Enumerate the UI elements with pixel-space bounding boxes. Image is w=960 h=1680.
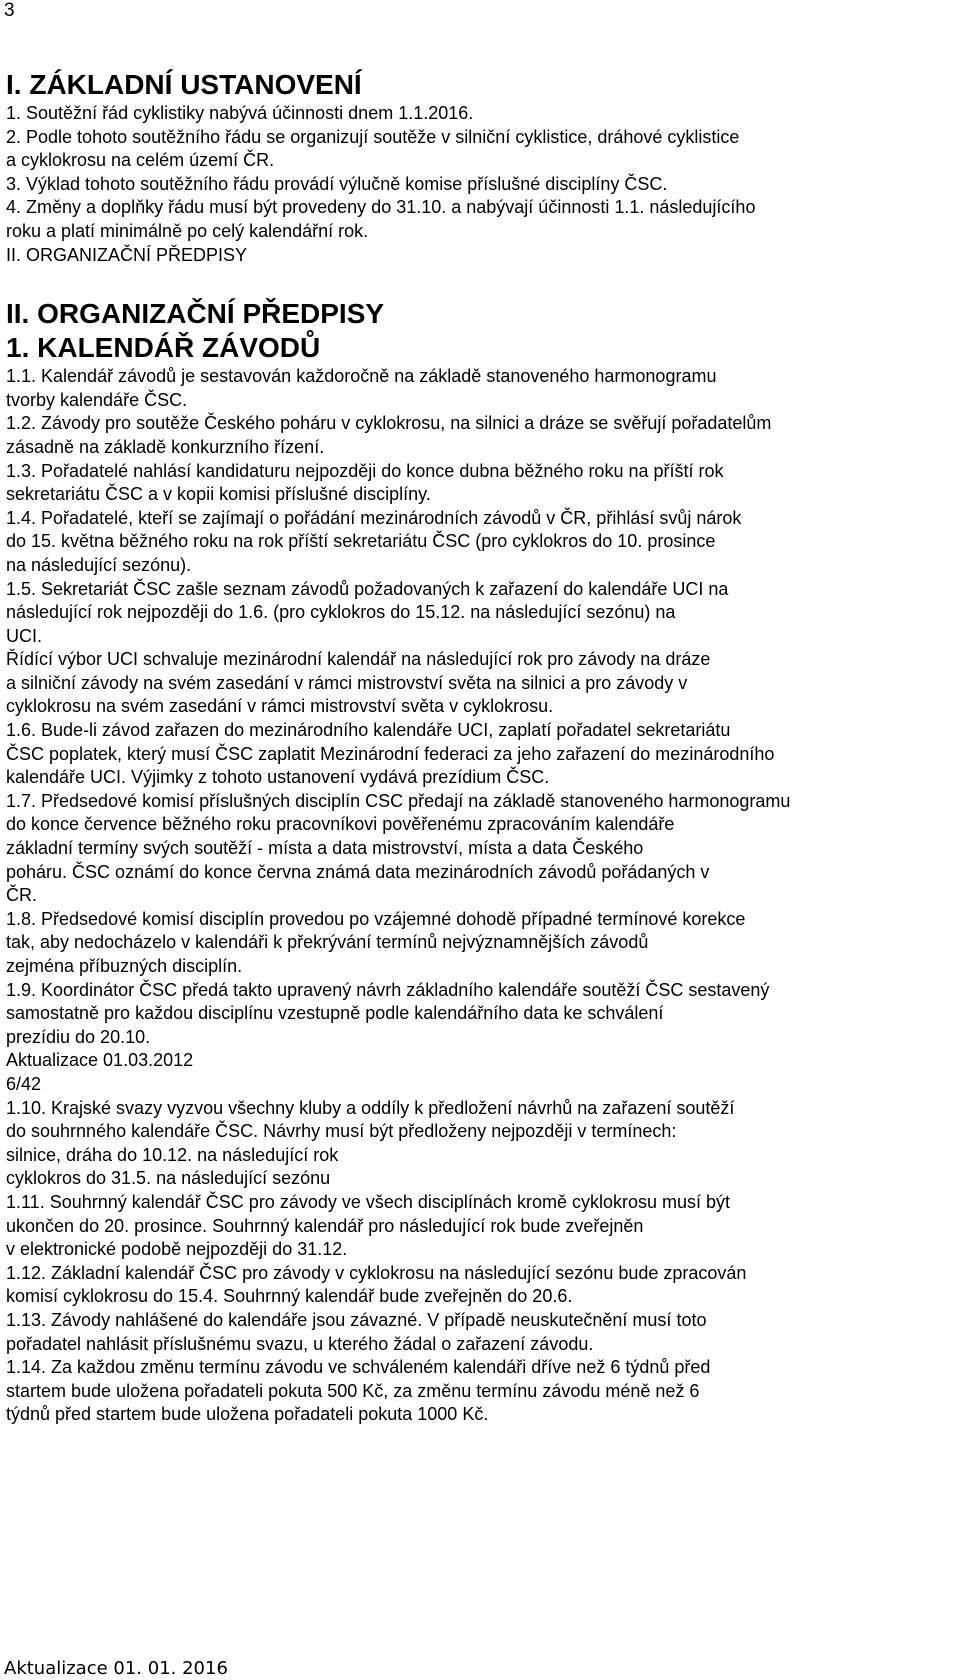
text-line: II. ORGANIZAČNÍ PŘEDPISY <box>6 244 248 265</box>
page-number: 3 <box>4 0 15 21</box>
text-line: tvorby kalendáře ČSC. <box>6 389 188 410</box>
section-one-heading: I. ZÁKLADNÍ USTANOVENÍ <box>6 69 362 100</box>
section-two-text <box>6 365 954 1427</box>
text-line: a cyklokrosu na celém území ČR. <box>6 150 275 171</box>
text-line: ČR. <box>6 885 37 906</box>
text-line: Aktualizace 01.03.2012 <box>6 1050 194 1071</box>
text-line: 1.11. Souhrnný kalendář ČSC pro závody ve všech disciplínách kromě cyklokrosu musí být <box>6 1191 730 1212</box>
text-line: 2. Podle tohoto soutěžního řádu se organizují soutěže v silniční cyklistice, dráhové cyklistice <box>6 126 740 147</box>
text-line: 1.13. Závody nahlášené do kalendáře jsou závazné. V případě neuskutečnění musí toto <box>6 1309 707 1330</box>
text-line: cyklokrosu na svém zasedání v rámci mistrovství světa v cyklokrosu. <box>6 696 554 717</box>
section-two-subheading: 1. KALENDÁŘ ZÁVODŮ <box>6 332 321 364</box>
text-line: týdnů před startem bude uložena pořadateli pokuta 1000 Kč. <box>6 1404 489 1425</box>
text-line: startem bude uložena pořadateli pokuta 500 Kč, za změnu termínu závodu méně než 6 <box>6 1380 700 1401</box>
text-line: roku a platí minimálně po celý kalendářní rok. <box>6 220 369 241</box>
text-line: 1.12. Základní kalendář ČSC pro závody v cyklokrosu na následující sezónu bude zpracován <box>6 1262 747 1283</box>
footer-update-note: Aktualizace 01. 01. 2016 <box>4 1658 228 1679</box>
text-line: cyklokros do 31.5. na následující sezónu <box>6 1168 331 1189</box>
text-line: základní termíny svých soutěží - místa a data mistrovství, místa a data Českého <box>6 838 644 859</box>
text-line: prezídiu do 20.10. <box>6 1026 151 1047</box>
text-line: kalendáře UCI. Výjimky z tohoto ustanovení vydává prezídium ČSC. <box>6 767 550 788</box>
text-line: 1.6. Bude-li závod zařazen do mezinárodního kalendáře UCI, zaplatí pořadatel sekretariátu <box>6 720 731 741</box>
text-line: do 15. května běžného roku na rok příští sekretariátu ČSC (pro cyklokros do 10. prosince <box>6 531 716 552</box>
text-line: 1.8. Předsedové komisí disciplín provedou po vzájemné dohodě případné termínové korekce <box>6 908 746 929</box>
text-line: 1.10. Krajské svazy vyzvou všechny kluby a oddíly k předložení návrhů na zařazení soutěží <box>6 1097 735 1118</box>
text-line: Řídící výbor UCI schvaluje mezinárodní kalendář na následující rok pro závody na dráze <box>6 649 711 670</box>
text-line: 1.9. Koordinátor ČSC předá takto upravený návrh základního kalendáře soutěží ČSC sestavený <box>6 979 770 1000</box>
text-line: komisí cyklokrosu do 15.4. Souhrnný kalendář bude zveřejněn do 20.6. <box>6 1286 573 1307</box>
text-line: sekretariátu ČSC a v kopii komisi příslušné disciplíny. <box>6 484 431 505</box>
text-line: samostatně pro každou disciplínu vzestupně podle kalendářního data ke schválení <box>6 1003 664 1024</box>
text-line: a silniční závody na svém zasedání v rámci mistrovství světa na silnici a pro závody v <box>6 672 688 693</box>
text-line: do souhrnného kalendáře ČSC. Návrhy musí být předloženy nejpozději v termínech: <box>6 1121 677 1142</box>
text-line: ČSC poplatek, který musí ČSC zaplatit Mezinárodní federaci za jeho zařazení do mezinárodního <box>6 743 775 764</box>
text-line: 1.14. Za každou změnu termínu závodu ve schváleném kalendáři dříve než 6 týdnů před <box>6 1357 711 1378</box>
text-line: zásadně na základě konkurzního řízení. <box>6 436 325 457</box>
text-line: 1.1. Kalendář závodů je sestavován každoročně na základě stanoveného harmonogramu <box>6 366 717 387</box>
text-line: do konce července běžného roku pracovníkovi pověřenému zpracováním kalendáře <box>6 814 675 835</box>
text-line: 1. Soutěžní řád cyklistiky nabývá účinnosti dnem 1.1.2016. <box>6 103 474 123</box>
text-line: UCI. <box>6 625 42 646</box>
text-line: 1.3. Pořadatelé nahlásí kandidaturu nejpozději do konce dubna běžného roku na příští rok <box>6 460 724 481</box>
text-line: 1.2. Závody pro soutěže Českého poháru v cyklokrosu, na silnici a dráze se svěřují pořadatelům <box>6 413 772 434</box>
text-line: 6/42 <box>6 1073 42 1094</box>
text-line: v elektronické podobě nejpozději do 31.12. <box>6 1239 348 1260</box>
text-line: následující rok nejpozději do 1.6. (pro cyklokros do 15.12. na následující sezónu) na <box>6 602 676 623</box>
text-line: 4. Změny a doplňky řádu musí být provedeny do 31.10. a nabývají účinnosti 1.1. následujícího <box>6 197 756 218</box>
text-line: 1.7. Předsedové komisí příslušných disciplín CSC předají na základě stanoveného harmonogramu <box>6 790 791 811</box>
section-spacer <box>6 267 954 297</box>
text-line: pořadatel nahlásit příslušnému svazu, u kterého žádal o zařazení závodu. <box>6 1333 594 1354</box>
text-line: 3. Výklad tohoto soutěžního řádu provádí výlučně komise příslušné disciplíny ČSC. <box>6 173 668 194</box>
section-two-heading: II. ORGANIZAČNÍ PŘEDPISY <box>6 298 385 330</box>
text-line: tak, aby nedocházelo v kalendáři k překrývání termínů nejvýznamnějších závodů <box>6 932 649 953</box>
text-line: poháru. ČSC oznámí do konce června známá data mezinárodních závodů pořádaných v <box>6 861 710 882</box>
section-one-text <box>6 102 954 267</box>
text-line: ukončen do 20. prosince. Souhrnný kalendář pro následující rok bude zveřejněn <box>6 1215 644 1236</box>
document-body <box>6 68 954 1427</box>
text-line: zejména příbuzných disciplín. <box>6 956 243 976</box>
text-line: silnice, dráha do 10.12. na následující rok <box>6 1144 339 1165</box>
text-line: na následující sezónu). <box>6 554 192 575</box>
text-line: 1.5. Sekretariát ČSC zašle seznam závodů požadovaných k zařazení do kalendáře UCI na <box>6 578 729 599</box>
text-line: 1.4. Pořadatelé, kteří se zajímají o pořádání mezinárodních závodů v ČR, přihlásí svůj nárok <box>6 507 742 528</box>
